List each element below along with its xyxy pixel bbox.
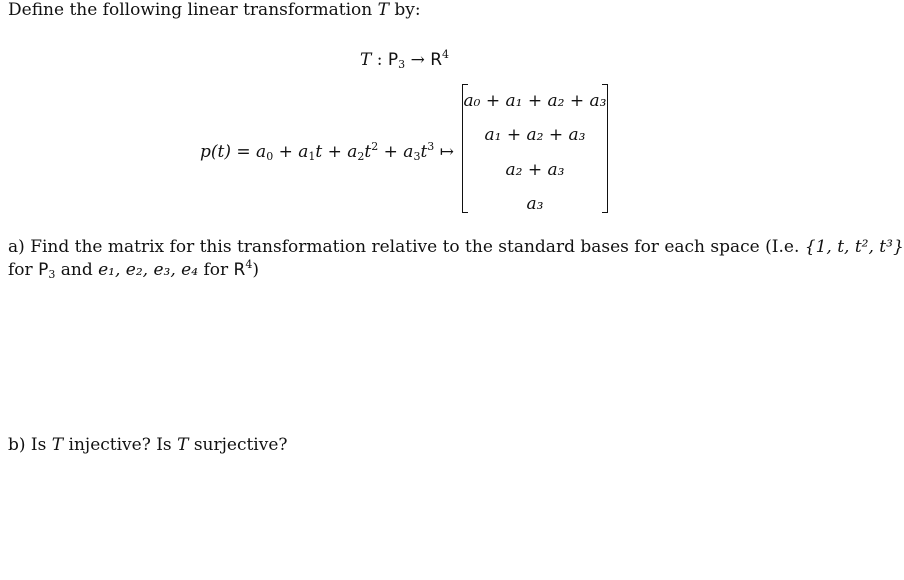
question-a-space1-sub: 3 xyxy=(48,268,56,281)
mapsto-arrow: ↦ xyxy=(439,142,454,162)
map-definition xyxy=(360,50,449,70)
poly-sub: 0 xyxy=(266,150,274,163)
question-a-space2: R xyxy=(233,260,246,280)
poly-term: + a xyxy=(273,142,309,162)
poly-sub: 2 xyxy=(357,150,365,163)
question-a-and: and xyxy=(60,260,93,280)
vector-entry-4: a₃ xyxy=(526,194,544,214)
codomain-sup: 4 xyxy=(442,48,450,61)
codomain-space: R xyxy=(430,50,443,70)
map-colon: : xyxy=(376,50,383,70)
question-a-space2-sup: 4 xyxy=(245,258,253,271)
intro-sentence xyxy=(8,0,421,20)
vector-entry-3: a₂ + a₃ xyxy=(505,160,565,180)
intro-text: Define the following linear transformation xyxy=(8,0,373,20)
vector-entry-1: a₀ + a₁ + a₂ + a₃ xyxy=(463,91,607,111)
question-b-var-2: T xyxy=(177,435,189,455)
map-arrow: → xyxy=(410,50,425,70)
vector-entry-2: a₁ + a₂ + a₃ xyxy=(484,125,586,145)
question-b-text-2: injective? Is xyxy=(68,435,172,455)
question-a-for: for xyxy=(8,260,33,280)
question-a-for2: for xyxy=(203,260,229,280)
poly-term: t + a xyxy=(315,142,358,162)
intro-var: T xyxy=(377,0,389,20)
question-a-line-1 xyxy=(8,237,904,257)
question-b-text-1: Is xyxy=(30,435,47,455)
question-a-basis: {1, t, t², t³} xyxy=(804,237,904,257)
question-b-text-3: surjective? xyxy=(193,435,288,455)
question-a-space1: P xyxy=(38,260,49,280)
map-name: T xyxy=(360,50,372,70)
question-a-text: Find the matrix for this transformation relative to the standard bases for each space (I.e. xyxy=(30,237,800,257)
poly-term: t xyxy=(420,142,428,162)
intro-suffix: by: xyxy=(394,0,421,20)
question-b-label: b) xyxy=(8,435,26,455)
poly-sub: 1 xyxy=(308,150,316,163)
question-a-label: a) xyxy=(8,237,25,257)
domain-sub: 3 xyxy=(398,58,406,71)
poly-lhs: p(t) = xyxy=(200,142,251,162)
poly-sup: 2 xyxy=(371,140,379,153)
poly-sup: 3 xyxy=(427,140,435,153)
domain-space: P xyxy=(387,50,399,70)
poly-sub: 3 xyxy=(413,150,421,163)
poly-term: + a xyxy=(378,142,414,162)
question-b-var-1: T xyxy=(51,435,64,455)
image-vector xyxy=(462,84,608,213)
poly-term: t xyxy=(364,142,372,162)
question-a-close: ) xyxy=(252,260,259,280)
question-b xyxy=(8,435,288,455)
question-a-vectors: e₁, e₂, e₃, e₄ xyxy=(98,260,199,280)
polynomial-definition xyxy=(200,142,454,162)
question-a-line-2 xyxy=(8,260,259,280)
poly-term: a xyxy=(256,142,267,162)
